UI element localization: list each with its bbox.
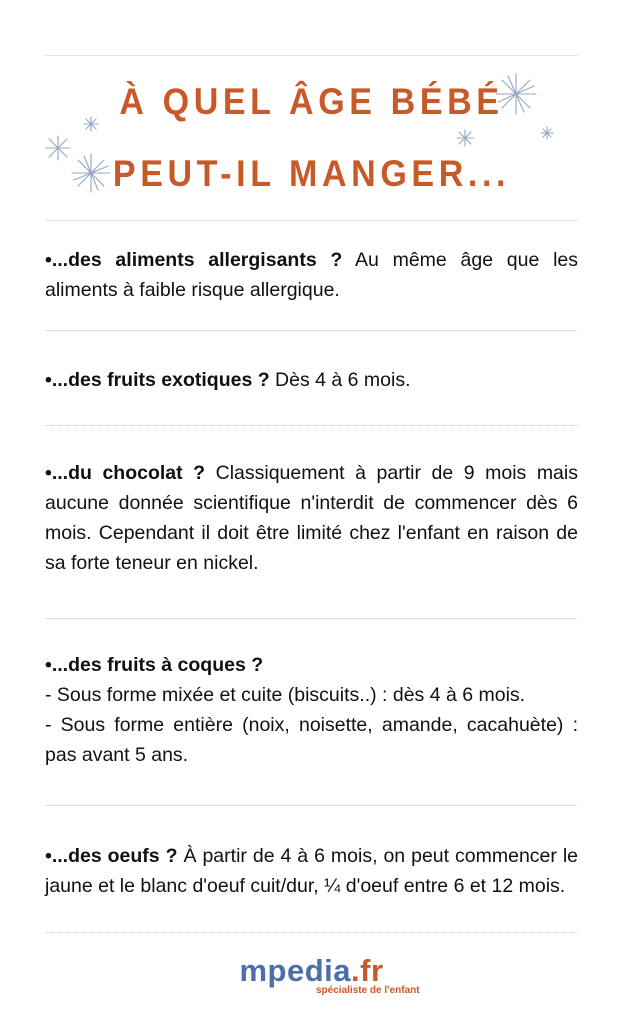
logo-tld: .fr xyxy=(351,953,384,988)
faq-question: •...des oeufs ? xyxy=(45,845,178,867)
faq-answer: À partir de 4 à 6 mois, on peut commencer le jaune et le blanc d'oeuf cuit/dur, ¼ d'oeuf entre 6 et 12 mois. xyxy=(45,845,579,897)
faq-answer: Dès 4 à 6 mois. xyxy=(275,369,411,391)
title-divider xyxy=(45,220,578,221)
faq-question: •...des fruits à coques ? xyxy=(45,654,264,676)
faq-answer-line: - Sous forme mixée et cuite (biscuits..) : dès 4 à 6 mois. xyxy=(45,684,526,706)
faq-item-eggs xyxy=(45,841,578,901)
faq-answer: Au même âge que les aliments à faible risque allergique. xyxy=(45,249,579,301)
faq-item-exotic-fruits xyxy=(45,365,578,395)
faq-item-chocolate xyxy=(45,458,578,578)
logo-tagline: spécialiste de l'enfant xyxy=(316,985,420,996)
page-title-line-1: À QUEL ÂGE BÉBÉ xyxy=(119,81,504,122)
faq-question: •...des fruits exotiques ? xyxy=(45,369,270,391)
separator xyxy=(45,932,578,933)
faq-question: •...des aliments allergisants ? xyxy=(45,249,343,271)
logo-brand: mpedia xyxy=(239,953,352,988)
faq-answer: Classiquement à partir de 9 mois mais aucune donnée scientifique n'interdit de commencer dès 6 mois. Cependant il doit être limité chez l'enfant en raison de sa forte teneur en nickel. xyxy=(45,462,578,574)
faq-item-allergens xyxy=(45,245,578,305)
separator xyxy=(45,425,578,426)
faq-question: •...du chocolat ? xyxy=(45,462,206,484)
separator xyxy=(45,805,578,806)
separator xyxy=(45,618,578,619)
separator xyxy=(45,330,578,331)
faq-item-nuts xyxy=(45,650,578,770)
logo-wordmark xyxy=(0,955,623,987)
sparkle-icon xyxy=(455,128,475,148)
brand-logo xyxy=(0,953,623,996)
sparkle-icon xyxy=(539,125,555,141)
page-title-line-2: PEUT-IL MANGER... xyxy=(112,153,511,194)
top-divider xyxy=(45,55,578,56)
faq-answer-line: - Sous forme entière (noix, noisette, amande, cacahuète) : pas avant 5 ans. xyxy=(45,714,578,766)
